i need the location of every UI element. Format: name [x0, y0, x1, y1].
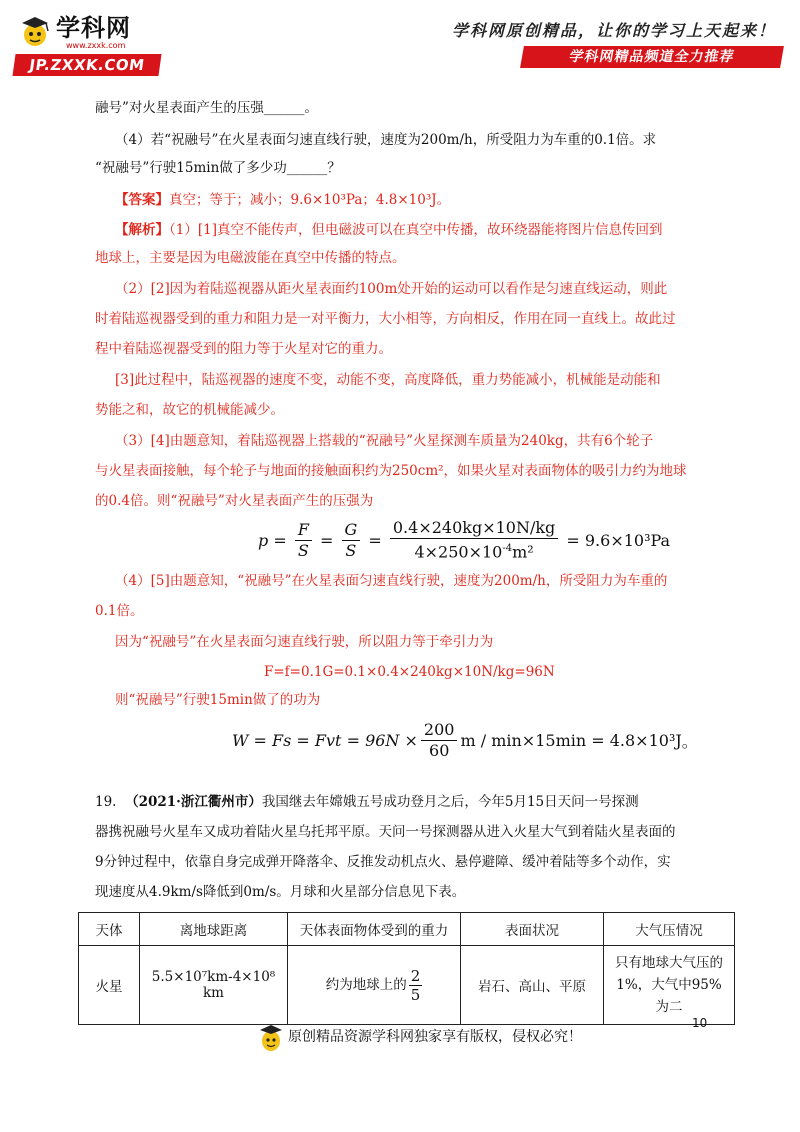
recommend-banner: 学科网精品频道全力推荐 [520, 46, 784, 68]
answer-text: 真空；等于；减小；9.6×10³Pa；4.8×10³J。 [169, 192, 451, 208]
formula-fraction: $\frac{F}{S}$ [295, 520, 312, 561]
table-cell: 岩石、高山、平原 [461, 946, 604, 1025]
question-line [95, 792, 639, 812]
analysis-line: 与火星表面接触，每个轮子与地面的接触面积约为250cm²，如果火星对表面物体的吸引力约为地球 [95, 463, 687, 479]
formula-fraction: $\frac{200}{60}$ [421, 720, 458, 761]
gravity-fraction: $\frac{2}{5}$ [410, 966, 421, 1004]
analysis-line: [3]此过程中，陆巡视器的速度不变，动能不变，高度降低，重力势能减小，机械能是动能和 [115, 372, 661, 388]
question-text: 我国继去年嫦娥五号成功登月之后，今年5月15日天问一号探测 [261, 794, 639, 810]
formula-lhs: W = Fs = Fvt = 96N × [232, 731, 418, 750]
analysis-label: 【解析】 [115, 222, 169, 238]
pressure-formula: p = $\frac{F}{S}$ = $\frac{G}{S}$ = $\frac{0.4\times 240kg\times 10N/kg}{4\times 250\times 10^{-4}m^2}$ = 9.6×10³Pa [258, 518, 671, 562]
question-line: 器携祝融号火星车又成功着陆火星乌托邦平原。天问一号探测器从进入火星大气到着陆火星表面的 [95, 824, 676, 840]
analysis-line: 程中着陆巡视器受到的阻力等于火星对它的重力。 [95, 341, 392, 357]
pressure-text: 只有地球大气压的 [615, 955, 723, 971]
question-source: （2021·浙江衢州市） [125, 794, 262, 810]
analysis-line: 时着陆巡视器受到的重力和阻力是一对平衡力，大小相等，方向相反，作用在同一直线上。故此过 [95, 311, 676, 327]
answer-label: 【答案】 [115, 192, 169, 208]
header-slogan: 学科网原创精品，让你的学习上天起来！ [451, 21, 776, 40]
formula-symbol: p [258, 530, 269, 550]
analysis-line: 势能之和，故它的机械能减少。 [95, 402, 284, 418]
table-header: 表面状况 [461, 913, 604, 946]
table-header: 天体表面物体受到的重力 [288, 913, 461, 946]
formula-rest: m / min×15min = 4.8×10³J [460, 731, 682, 750]
question-line: “祝融号”行驶15min做了多少功______？ [95, 160, 341, 176]
formula-fraction: $\frac{G}{S}$ [342, 520, 361, 561]
formula-result: 9.6×10³Pa [584, 530, 671, 550]
analysis-text: （1）[1]真空不能传声，但电磁波可以在真空中传播，故环绕器能将图片信息传回到 [169, 222, 663, 238]
logo-name: 学科网 [56, 14, 131, 42]
logo-url: www.zxxk.com [66, 41, 126, 50]
logo-badge: JP.ZXXK.COM [12, 54, 161, 76]
mascot-icon [18, 14, 52, 48]
question-line: （4）若“祝融号”在火星表面匀速直线行驶，速度为200m/h，所受阻力为车重的0.1倍。求 [115, 132, 657, 148]
table-header: 天体 [79, 913, 140, 946]
table-header: 离地球距离 [140, 913, 288, 946]
analysis-line: 则“祝融号”行驶15min做了的功为 [115, 692, 321, 708]
table-header-row [79, 913, 735, 946]
table-cell: 火星 [79, 946, 140, 1025]
table-cell [604, 946, 735, 1025]
question-line: 9分钟过程中，依靠自身完成弹开降落伞、反推发动机点火、悬停避障、缓冲着陆等多个动作，实 [95, 854, 671, 870]
table-cell [288, 946, 461, 1025]
question-number: 19. [95, 794, 117, 810]
work-formula [232, 720, 698, 761]
analysis-line: （3）[4]由题意知，着陆巡视器上搭载的“祝融号”火星探测车质量为240kg，共有6个轮子 [115, 433, 654, 449]
pressure-text: 1%，大气中95%为二 [616, 977, 722, 1015]
table-row [79, 946, 735, 1025]
mascot-icon [258, 1022, 284, 1052]
analysis-line: 地球上，主要是因为电磁波能在真空中传播的特点。 [95, 250, 406, 266]
analysis-line: 0.1倍。 [95, 603, 144, 619]
page-number: 10 [692, 1016, 708, 1030]
copyright-notice: 原创精品资源学科网独家享有版权，侵权必究！ [288, 1029, 582, 1045]
analysis-line: 因为“祝融号”在火星表面匀速直线行驶，所以阻力等于牵引力为 [115, 634, 494, 650]
analysis-line: 的0.4倍。则“祝融号”对火星表面产生的压强为 [95, 493, 374, 509]
table-cell: 5.5×10⁷km-4×10⁸ km [140, 946, 288, 1025]
analysis-line [115, 220, 662, 240]
answer-line [115, 190, 450, 210]
formula-fraction: $\frac{0.4\times 240kg\times 10N/kg}{4\times 250\times 10^{-4}m^2}$ [390, 518, 558, 562]
table-header: 大气压情况 [604, 913, 735, 946]
analysis-line: （2）[2]因为着陆巡视器从距火星表面约100m处开始的运动可以看作是匀速直线运动，则此 [115, 281, 668, 297]
planet-info-table [78, 912, 735, 1025]
question-line: 现速度从4.9km/s降低到0m/s。月球和火星部分信息见下表。 [95, 884, 466, 900]
analysis-line: （4）[5]由题意知，“祝融号”在火星表面匀速直线行驶，速度为200m/h，所受阻力为车重的 [115, 573, 668, 589]
question-line: 融号”对火星表面产生的压强______。 [95, 100, 318, 116]
site-logo[interactable] [12, 12, 162, 74]
formula-end: 。 [681, 732, 698, 751]
analysis-line: F=f=0.1G=0.1×0.4×240kg×10N/kg=96N [264, 664, 555, 680]
gravity-text: 约为地球上的 [325, 976, 407, 993]
